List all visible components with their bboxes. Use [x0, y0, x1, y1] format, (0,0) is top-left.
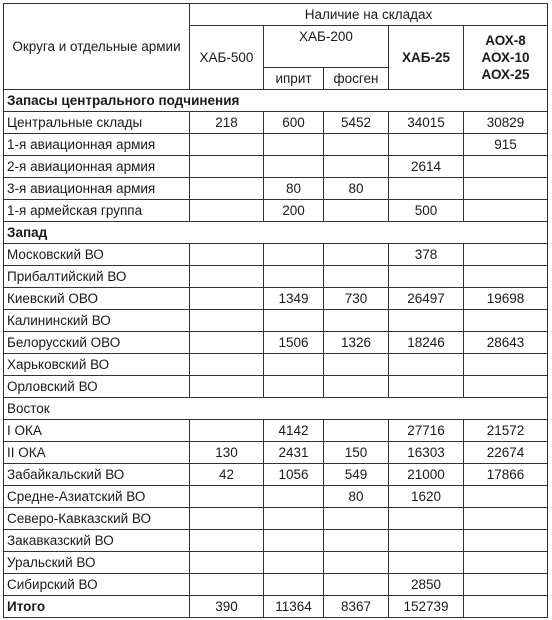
table-cell	[389, 552, 464, 574]
table-cell	[190, 244, 264, 266]
table-cell: 18246	[389, 332, 464, 354]
table-cell	[389, 178, 464, 200]
table-row	[4, 178, 548, 200]
table-cell	[324, 530, 389, 552]
table-cell	[190, 266, 264, 288]
table-row	[4, 530, 548, 552]
row-label: II ОКА	[4, 442, 190, 464]
table-cell: 730	[324, 288, 389, 310]
table-cell: 16303	[389, 442, 464, 464]
table-cell	[190, 508, 264, 530]
table-cell: 30829	[464, 112, 548, 134]
row-label: Харьковский ВО	[4, 354, 190, 376]
section-row	[4, 90, 548, 112]
table-cell	[389, 310, 464, 332]
row-label: 3-я авиационная армия	[4, 178, 190, 200]
table-cell: 200	[264, 200, 324, 222]
row-label: Северо-Кавказский ВО	[4, 508, 190, 530]
table-cell	[389, 508, 464, 530]
row-label: Прибалтийский ВО	[4, 266, 190, 288]
section-label: Запасы центрального подчинения	[4, 90, 548, 112]
table-cell	[464, 574, 548, 596]
table-cell	[190, 486, 264, 508]
table-cell	[464, 156, 548, 178]
table-cell: 80	[324, 178, 389, 200]
row-label: Белорусский ОВО	[4, 332, 190, 354]
table-cell	[190, 332, 264, 354]
table-cell	[324, 200, 389, 222]
table-row	[4, 112, 548, 134]
table-cell	[190, 420, 264, 442]
table-cell	[264, 574, 324, 596]
table-cell: 5452	[324, 112, 389, 134]
table-cell: 80	[324, 486, 389, 508]
table-cell	[190, 156, 264, 178]
table-cell	[324, 266, 389, 288]
table-cell	[389, 530, 464, 552]
row-label: Средне-Азиатский ВО	[4, 486, 190, 508]
table-cell: 2431	[264, 442, 324, 464]
table-cell	[464, 266, 548, 288]
table-cell: 1056	[264, 464, 324, 486]
row-label: I ОКА	[4, 420, 190, 442]
aox-header: АОХ-8 АОХ-10 АОХ-25	[464, 26, 548, 90]
row-label: Калининский ВО	[4, 310, 190, 332]
table-cell	[264, 486, 324, 508]
table-row	[4, 508, 548, 530]
table-cell: 549	[324, 464, 389, 486]
total-label: Итого	[4, 596, 190, 618]
table-cell	[264, 266, 324, 288]
hab25-header: ХАБ-25	[389, 26, 464, 90]
table-cell	[190, 530, 264, 552]
table-row	[4, 464, 548, 486]
table-cell	[389, 134, 464, 156]
table-cell: 152739	[389, 596, 464, 618]
table-cell: 390	[190, 596, 264, 618]
table-cell	[324, 508, 389, 530]
table-cell	[264, 310, 324, 332]
table-cell	[190, 574, 264, 596]
table-cell	[324, 244, 389, 266]
table-cell	[264, 244, 324, 266]
row-label: 1-я авиационная армия	[4, 134, 190, 156]
table-cell	[464, 200, 548, 222]
hab200-header: ХАБ-200	[264, 26, 389, 68]
table-cell: 19698	[464, 288, 548, 310]
table-row	[4, 376, 548, 398]
row-label: 2-я авиационная армия	[4, 156, 190, 178]
table-row	[4, 310, 548, 332]
iprit-header: иприт	[264, 68, 324, 90]
table-row	[4, 200, 548, 222]
row-label: Киевский ОВО	[4, 288, 190, 310]
table-row	[4, 486, 548, 508]
row-label: Забайкальский ВО	[4, 464, 190, 486]
table-cell: 4142	[264, 420, 324, 442]
table-cell: 1326	[324, 332, 389, 354]
table-row	[4, 354, 548, 376]
table-cell: 80	[264, 178, 324, 200]
table-cell	[264, 530, 324, 552]
table-cell: 2850	[389, 574, 464, 596]
table-cell	[264, 376, 324, 398]
table-cell	[324, 552, 389, 574]
fosgen-header: фосген	[324, 68, 389, 90]
table-cell: 26497	[389, 288, 464, 310]
table-row	[4, 420, 548, 442]
table-cell	[324, 376, 389, 398]
table-cell: 11364	[264, 596, 324, 618]
section-row	[4, 398, 548, 420]
table-cell	[324, 574, 389, 596]
table-cell	[190, 200, 264, 222]
table-cell: 17866	[464, 464, 548, 486]
table-cell	[464, 596, 548, 618]
table-cell: 22674	[464, 442, 548, 464]
table-cell: 21000	[389, 464, 464, 486]
availability-header: Наличие на складах	[190, 4, 548, 26]
table-cell	[264, 354, 324, 376]
table-cell	[389, 354, 464, 376]
table-cell	[464, 354, 548, 376]
table-cell	[264, 156, 324, 178]
section-label: Восток	[4, 398, 548, 420]
table-cell	[324, 420, 389, 442]
table-cell	[324, 354, 389, 376]
table-cell	[190, 178, 264, 200]
section-label: Запад	[4, 222, 548, 244]
table-cell: 21572	[464, 420, 548, 442]
table-cell	[464, 178, 548, 200]
hab500-header: ХАБ-500	[190, 26, 264, 90]
table-row	[4, 134, 548, 156]
table-cell: 130	[190, 442, 264, 464]
table-cell	[264, 134, 324, 156]
table-cell: 150	[324, 442, 389, 464]
table-cell: 915	[464, 134, 548, 156]
table-cell: 600	[264, 112, 324, 134]
table-row	[4, 244, 548, 266]
table-row	[4, 442, 548, 464]
table-cell: 42	[190, 464, 264, 486]
table-cell: 2614	[389, 156, 464, 178]
table-cell	[324, 134, 389, 156]
table-cell: 500	[389, 200, 464, 222]
row-label: Орловский ВО	[4, 376, 190, 398]
table-cell	[324, 310, 389, 332]
table-cell	[190, 310, 264, 332]
table-cell	[464, 552, 548, 574]
table-body	[4, 90, 548, 618]
table-cell	[464, 244, 548, 266]
table-cell	[264, 552, 324, 574]
table-cell	[190, 376, 264, 398]
table-cell: 378	[389, 244, 464, 266]
chemical-munitions-table	[3, 3, 548, 618]
row-label: Центральные склады	[4, 112, 190, 134]
table-cell	[190, 134, 264, 156]
table-cell	[464, 486, 548, 508]
region-header: Округа и отдельные армии	[4, 4, 190, 90]
row-label: Закавказский ВО	[4, 530, 190, 552]
table-cell: 1506	[264, 332, 324, 354]
table-row	[4, 332, 548, 354]
table-cell	[464, 508, 548, 530]
table-cell	[264, 508, 324, 530]
table-row	[4, 266, 548, 288]
table-row	[4, 552, 548, 574]
table-cell	[464, 376, 548, 398]
table-cell: 8367	[324, 596, 389, 618]
table-cell: 34015	[389, 112, 464, 134]
total-row	[4, 596, 548, 618]
table-row	[4, 574, 548, 596]
table-cell	[190, 288, 264, 310]
table-cell	[464, 530, 548, 552]
table-cell: 27716	[389, 420, 464, 442]
table-cell: 218	[190, 112, 264, 134]
row-label: Уральский ВО	[4, 552, 190, 574]
table-row	[4, 156, 548, 178]
table-cell: 1620	[389, 486, 464, 508]
row-label: Сибирский ВО	[4, 574, 190, 596]
table-cell	[190, 354, 264, 376]
table-cell	[389, 376, 464, 398]
row-label: Московский ВО	[4, 244, 190, 266]
row-label: 1-я армейская группа	[4, 200, 190, 222]
table-cell: 28643	[464, 332, 548, 354]
table-cell	[464, 310, 548, 332]
table-cell	[389, 266, 464, 288]
table-cell	[324, 156, 389, 178]
section-row	[4, 222, 548, 244]
table-cell: 1349	[264, 288, 324, 310]
table-row	[4, 288, 548, 310]
table-cell	[190, 552, 264, 574]
